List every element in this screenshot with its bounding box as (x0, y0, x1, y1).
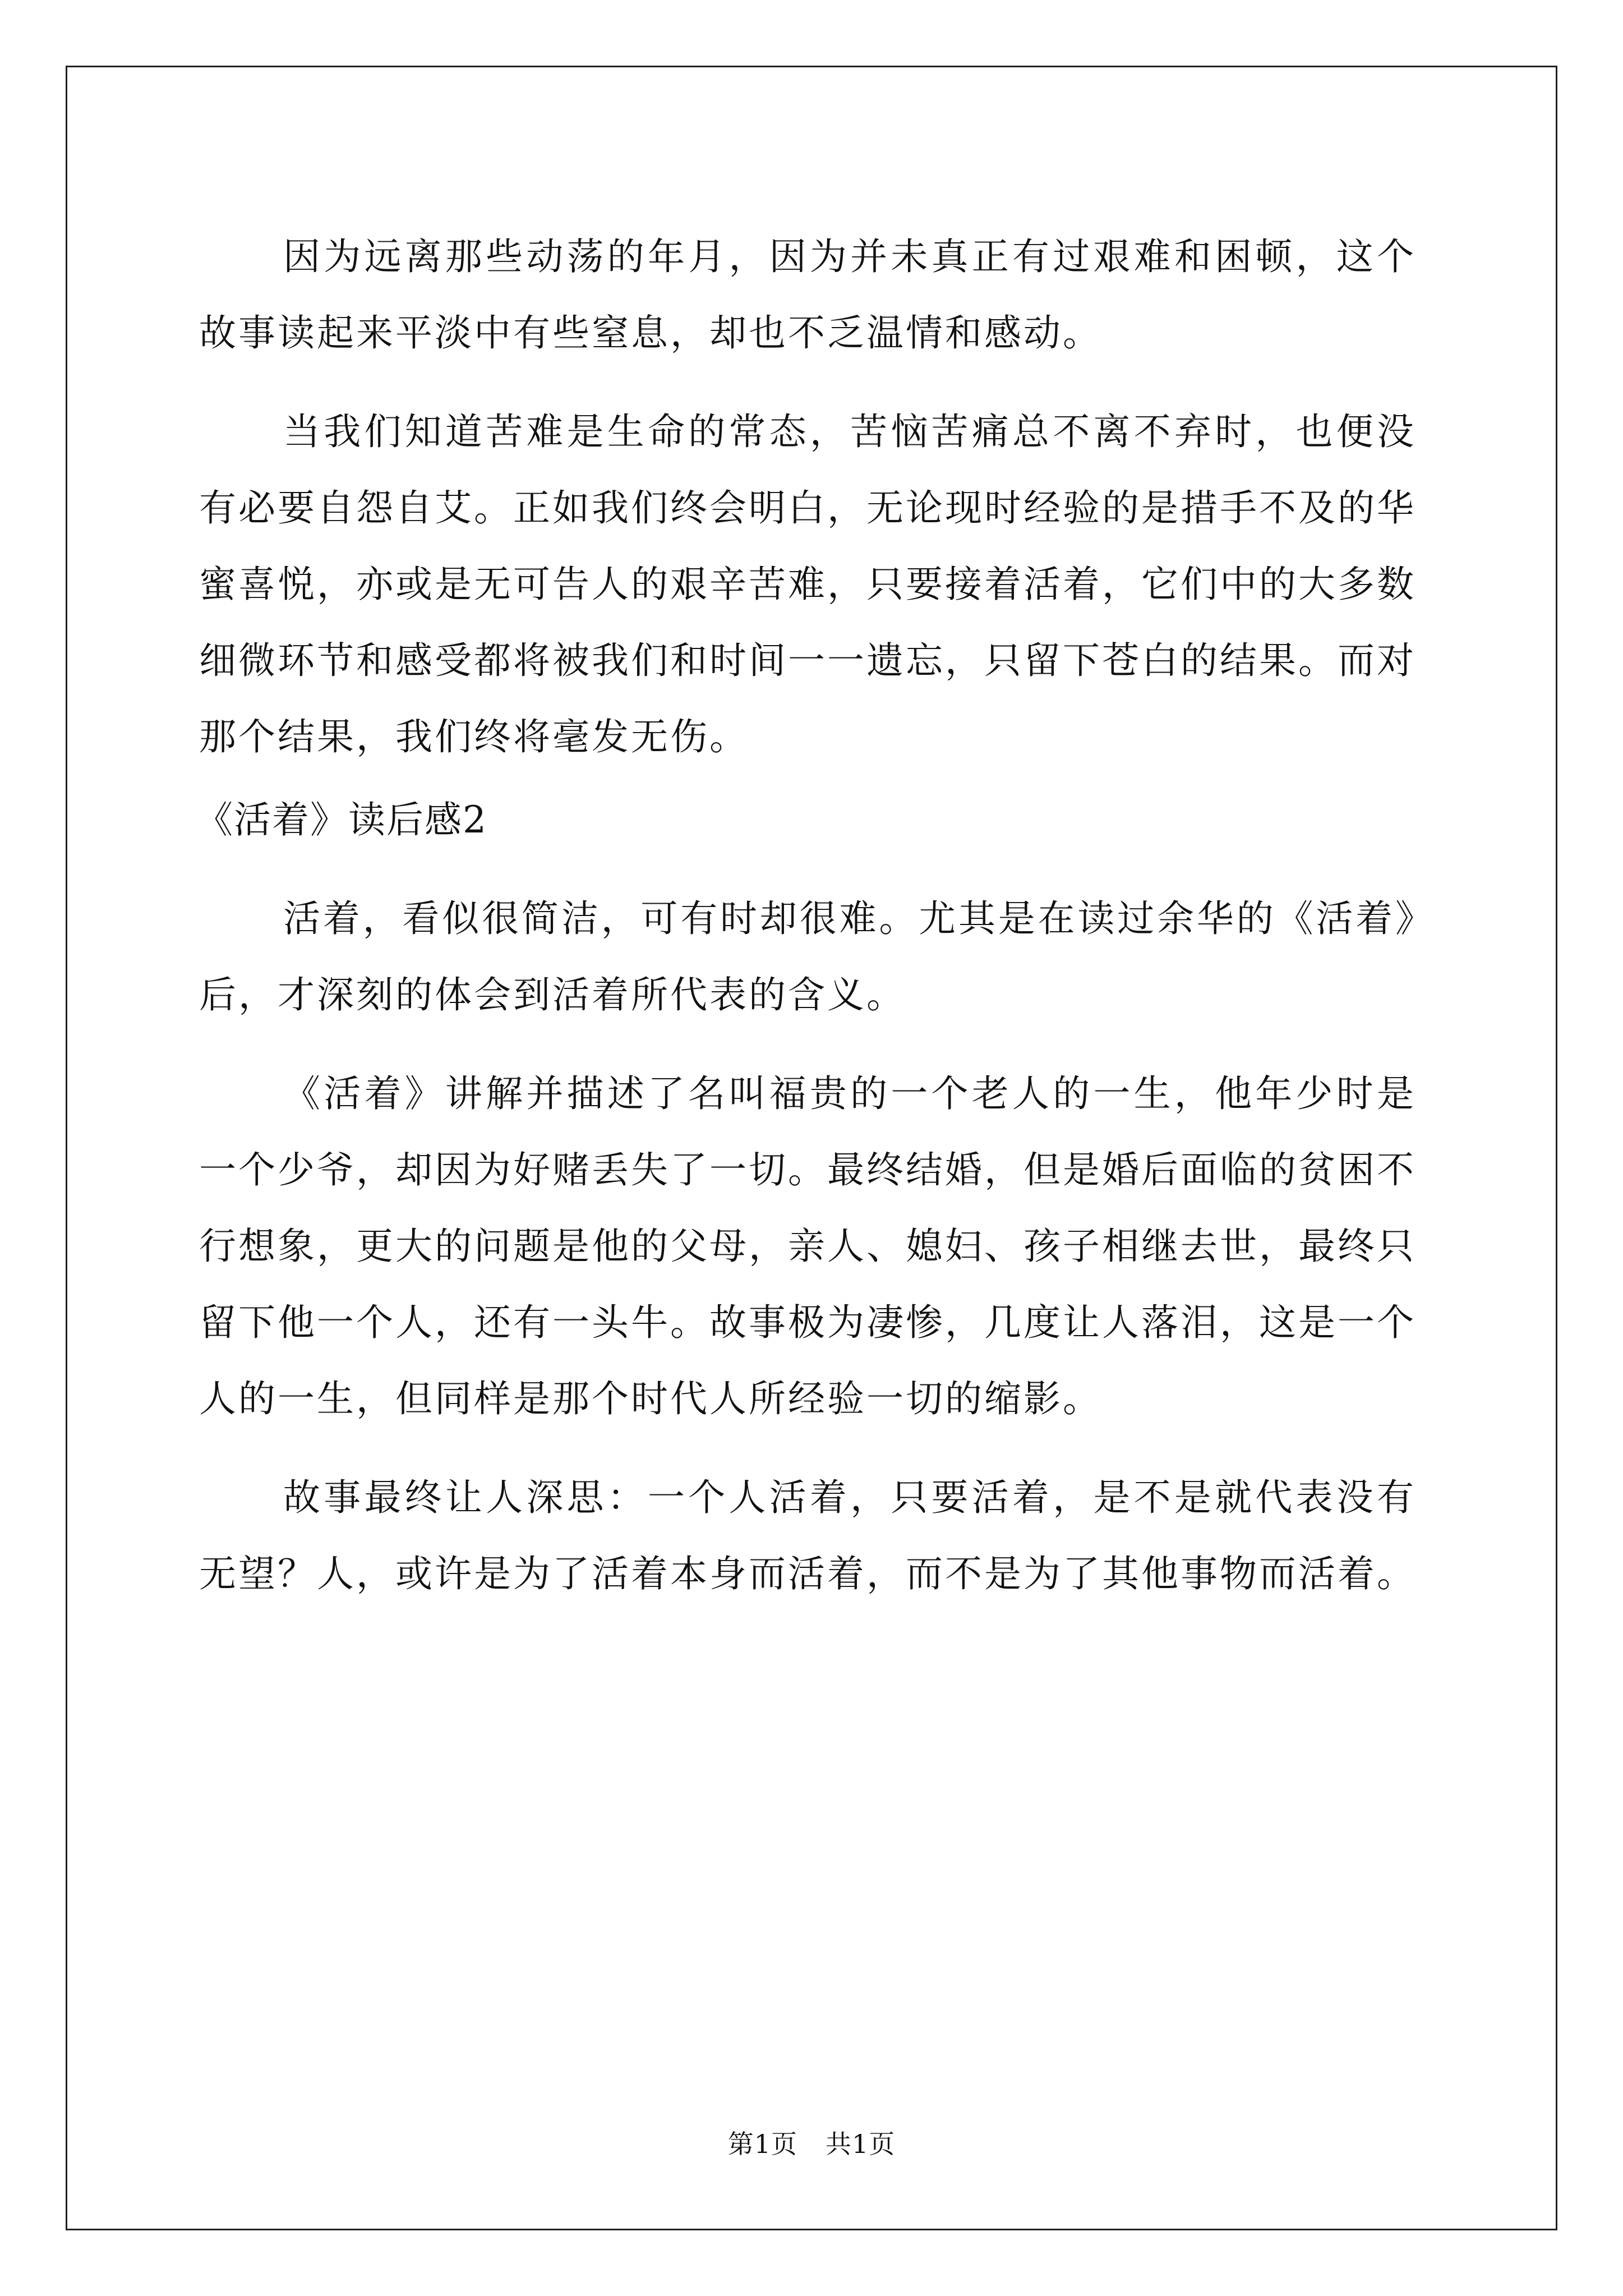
paragraph-spacer (199, 775, 1416, 782)
document-body (196, 219, 1416, 1612)
paragraph-2: 当我们知道苦难是生命的常态，苦恼苦痛总不离不弃时，也便没有必要自怨自艾。正如我们终会明白，无论现时经验的是措手不及的华蜜喜悦，亦或是无可告人的艰辛苦难，只要接着活着，它们中的大多数细微环节和感受都将被我们和时间一一遗忘，只留下苍白的结果。而对那个结果，我们终将毫发无伤。 (199, 410, 1416, 758)
page-footer (0, 2127, 1623, 2161)
paragraph-spacer (199, 858, 1416, 881)
paragraph-spacer (199, 1033, 1416, 1056)
page-total: 共1页 (826, 2129, 896, 2159)
paragraph-3: 活着，看似很简洁，可有时却很难。尤其是在读过余华的《活着》后，才深刻的体会到活着所代表的含义。 (199, 897, 1416, 1016)
section-title: 《活着》读后感2 (196, 798, 487, 841)
paragraph-1: 因为远离那些动荡的年月，因为并未真正有过艰难和困顿，这个故事读起来平淡中有些窒息，却也不乏温情和感动。 (199, 235, 1416, 355)
paragraph-4: 《活着》讲解并描述了名叫福贵的一个老人的一生，他年少时是一个少爷，却因为好赌丢失了一切。最终结婚，但是婚后面临的贫困不行想象，更大的问题是他的父母，亲人、媳妇、孩子相继去世，最终只留下他一个人，还有一头牛。故事极为凄惨，几度让人落泪，这是一个人的一生，但同样是那个时代人所经验一切的缩影。 (199, 1072, 1416, 1420)
paragraph-5: 故事最终让人深思：一个人活着，只要活着，是不是就代表没有无望？人，或许是为了活着本身而活着，而不是为了其他事物而活着。 (199, 1476, 1416, 1595)
paragraph-spacer (199, 1437, 1416, 1460)
page-number: 第1页 (727, 2129, 797, 2159)
paragraph-spacer (199, 371, 1416, 394)
